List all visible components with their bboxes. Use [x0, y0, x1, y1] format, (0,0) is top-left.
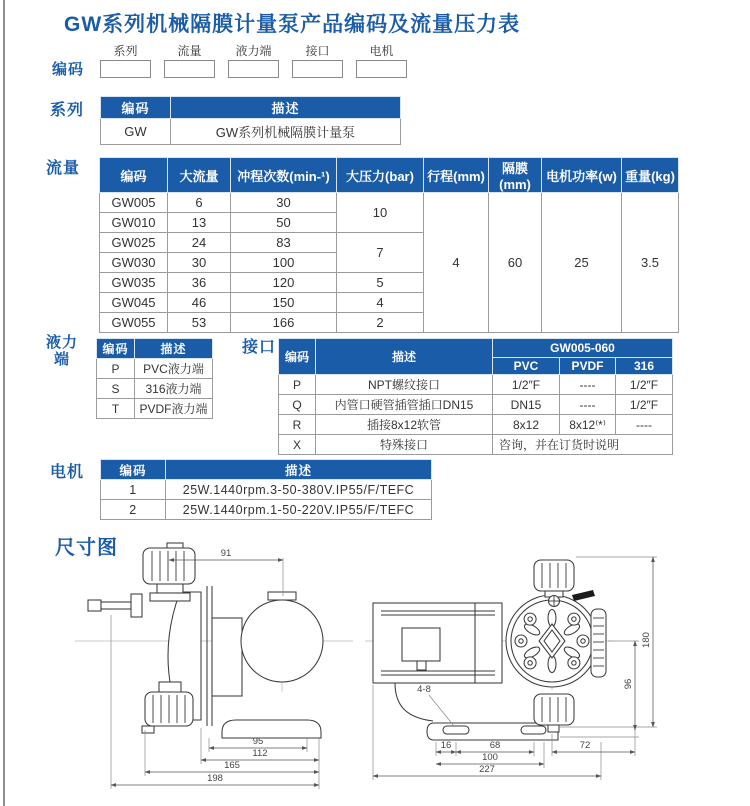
dim-180: 180 — [641, 632, 652, 648]
side-knob — [591, 609, 606, 677]
table-cell: P — [97, 359, 135, 379]
table-header-row — [97, 339, 213, 359]
table-cell: 1/2″F — [616, 375, 673, 395]
table-cell-pressure: 4 — [337, 293, 424, 313]
table-cell: 插接8x12软管 — [316, 415, 493, 435]
dim-72: 72 — [579, 740, 591, 751]
dim-95: 95 — [252, 736, 264, 747]
table-cell: 316液力端 — [135, 379, 213, 399]
coding-box — [228, 60, 279, 78]
coding-box — [356, 60, 407, 78]
pump-head — [506, 595, 598, 687]
table-cell: 120 — [231, 273, 337, 293]
coding-field-label: 系列 — [113, 44, 138, 58]
table-header-cell: PVDF — [560, 358, 616, 375]
dim-227: 227 — [479, 764, 495, 775]
coding-field-series — [100, 44, 151, 78]
flow-table — [99, 157, 679, 333]
table-header-cell: 重量(kg) — [622, 158, 679, 193]
table-cell: GW系列机械隔膜计量泵 — [171, 119, 401, 145]
table-header-cell: 电机功率(w) — [542, 158, 622, 193]
table-header-row — [101, 97, 401, 119]
table-cell: 36 — [168, 273, 231, 293]
table-cell: GW005 — [100, 193, 168, 213]
table-header-cell: 编码 — [100, 158, 168, 193]
table-cell: GW030 — [100, 253, 168, 273]
table-cell: PVDF液力端 — [135, 399, 213, 419]
table-header-cell: 描述 — [316, 339, 493, 375]
table-row — [97, 359, 213, 379]
interface-label: 接口 — [242, 339, 277, 356]
table-cell: 100 — [231, 253, 337, 273]
table-cell: GW035 — [100, 273, 168, 293]
table-header-cell: 描述 — [166, 460, 432, 480]
page-title: GW系列机械隔膜计量泵产品编码及流量压力表 — [64, 13, 521, 36]
table-cell-pressure: 5 — [337, 273, 424, 293]
interface-table — [278, 338, 673, 455]
table-header-cell: 描述 — [135, 339, 213, 359]
table-header-cell: 编码 — [101, 97, 171, 119]
table-cell-power: 25 — [542, 193, 622, 333]
pump-side-view — [75, 543, 353, 789]
table-cell-note: 咨询，并在订货时说明 — [493, 435, 673, 455]
table-header-row — [101, 460, 432, 480]
table-cell: GW025 — [100, 233, 168, 253]
coding-field-label: 接口 — [305, 44, 330, 58]
table-row — [279, 415, 673, 435]
table-cell: NPT螺纹接口 — [316, 375, 493, 395]
table-header-cell: 编码 — [279, 339, 316, 375]
table-header-row — [100, 158, 679, 193]
dim-mounting-holes: 4-8 — [417, 684, 431, 695]
table-cell: 13 — [168, 213, 231, 233]
table-header-cell-group: GW005-060 — [493, 339, 673, 358]
table-cell-stroke: 4 — [424, 193, 489, 333]
left-border-rule — [3, 0, 5, 806]
table-cell: 46 — [168, 293, 231, 313]
dim-91: 91 — [220, 548, 232, 559]
table-cell: 150 — [231, 293, 337, 313]
table-cell: 1/2″F — [493, 375, 560, 395]
table-header-cell: 描述 — [171, 97, 401, 119]
dim-96: 96 — [623, 678, 634, 690]
table-header-cell: 大压力(bar) — [337, 158, 424, 193]
table-header-cell: PVC — [493, 358, 560, 375]
series-label: 系列 — [50, 102, 85, 119]
series-table — [100, 96, 401, 145]
table-row — [279, 395, 673, 415]
table-cell-pressure: 10 — [337, 193, 424, 233]
motor-box — [373, 603, 502, 683]
hydraulic-label: 液力端 — [45, 334, 78, 368]
coding-section — [100, 44, 407, 78]
pump-front-view — [365, 557, 657, 780]
terminal-box — [402, 628, 440, 661]
hydraulic-table — [96, 338, 213, 419]
table-cell: 1 — [101, 480, 166, 500]
table-cell: DN15 — [493, 395, 560, 415]
table-row — [97, 379, 213, 399]
motor-cylinder — [241, 592, 323, 682]
coding-label: 编码 — [52, 61, 85, 78]
motor-label: 电机 — [50, 464, 85, 481]
coding-field-label: 流量 — [177, 44, 202, 58]
flow-label: 流量 — [46, 160, 81, 177]
table-cell: ---- — [560, 375, 616, 395]
table-header-cell: 隔膜(mm) — [489, 158, 542, 193]
table-cell: GW045 — [100, 293, 168, 313]
table-cell: Q — [279, 395, 316, 415]
base-pedestal — [222, 720, 321, 738]
table-cell: 内管口硬管插管插口DN15 — [316, 395, 493, 415]
dim-16: 16 — [440, 740, 452, 751]
table-row — [100, 193, 679, 213]
table-header-cell: 编码 — [97, 339, 135, 359]
table-cell: 2 — [101, 500, 166, 520]
table-row — [101, 500, 432, 520]
table-cell: 25W.1440rpm.1-50-220V.IP55/F/TEFC — [166, 500, 432, 520]
dim-100: 100 — [482, 752, 498, 763]
table-cell: 166 — [231, 313, 337, 333]
table-cell-pressure: 2 — [337, 313, 424, 333]
coding-field-label: 液力端 — [235, 44, 272, 58]
table-cell: 25W.1440rpm.3-50-380V.IP55/F/TEFC — [166, 480, 432, 500]
table-header-cell: 编码 — [101, 460, 166, 480]
table-cell: X — [279, 435, 316, 455]
table-cell: GW010 — [100, 213, 168, 233]
table-header-cell: 大流量 — [168, 158, 231, 193]
table-cell: T — [97, 399, 135, 419]
table-cell: S — [97, 379, 135, 399]
table-cell: 30 — [168, 253, 231, 273]
dimension-drawing — [55, 540, 715, 806]
table-cell: ---- — [616, 415, 673, 435]
table-cell: 24 — [168, 233, 231, 253]
table-cell: 8x12 — [493, 415, 560, 435]
table-cell: 8x12⁽*⁾ — [560, 415, 616, 435]
table-cell: 特殊接口 — [316, 435, 493, 455]
coding-box — [164, 60, 215, 78]
coding-field-hydraulic — [228, 44, 279, 78]
table-header-cell: 316 — [616, 358, 673, 375]
dim-165: 165 — [224, 760, 240, 771]
table-cell: GW — [101, 119, 171, 145]
table-cell: 53 — [168, 313, 231, 333]
table-row — [97, 399, 213, 419]
table-row — [279, 435, 673, 455]
table-cell: P — [279, 375, 316, 395]
coding-field-label: 电机 — [369, 44, 394, 58]
dim-68: 68 — [489, 740, 501, 751]
table-header-cell: 行程(mm) — [424, 158, 489, 193]
table-cell: R — [279, 415, 316, 435]
table-row — [279, 375, 673, 395]
dim-112: 112 — [252, 748, 268, 759]
table-cell-pressure: 7 — [337, 233, 424, 273]
coding-box — [100, 60, 151, 78]
base-plate — [427, 723, 558, 740]
coding-field-interface — [292, 44, 343, 78]
coding-box — [292, 60, 343, 78]
suction-pipe — [88, 594, 142, 617]
coding-field-flow — [164, 44, 215, 78]
table-cell-diaphragm: 60 — [489, 193, 542, 333]
table-cell: 50 — [231, 213, 337, 233]
table-cell: 1/2″F — [616, 395, 673, 415]
table-cell: GW055 — [100, 313, 168, 333]
table-header-cell: 冲程次数(min-¹) — [231, 158, 337, 193]
motor-table — [100, 459, 432, 520]
dimension-diagram-label: 尺寸图 — [55, 537, 118, 559]
table-header-row — [279, 339, 673, 358]
table-cell: PVC液力端 — [135, 359, 213, 379]
priming-lever — [572, 590, 595, 601]
table-cell: 83 — [231, 233, 337, 253]
table-cell: 6 — [168, 193, 231, 213]
table-cell-weight: 3.5 — [622, 193, 679, 333]
coding-field-motor — [356, 44, 407, 78]
table-cell: ---- — [560, 395, 616, 415]
table-row — [101, 480, 432, 500]
dim-198: 198 — [207, 773, 223, 784]
table-cell: 30 — [231, 193, 337, 213]
table-row — [101, 119, 401, 145]
